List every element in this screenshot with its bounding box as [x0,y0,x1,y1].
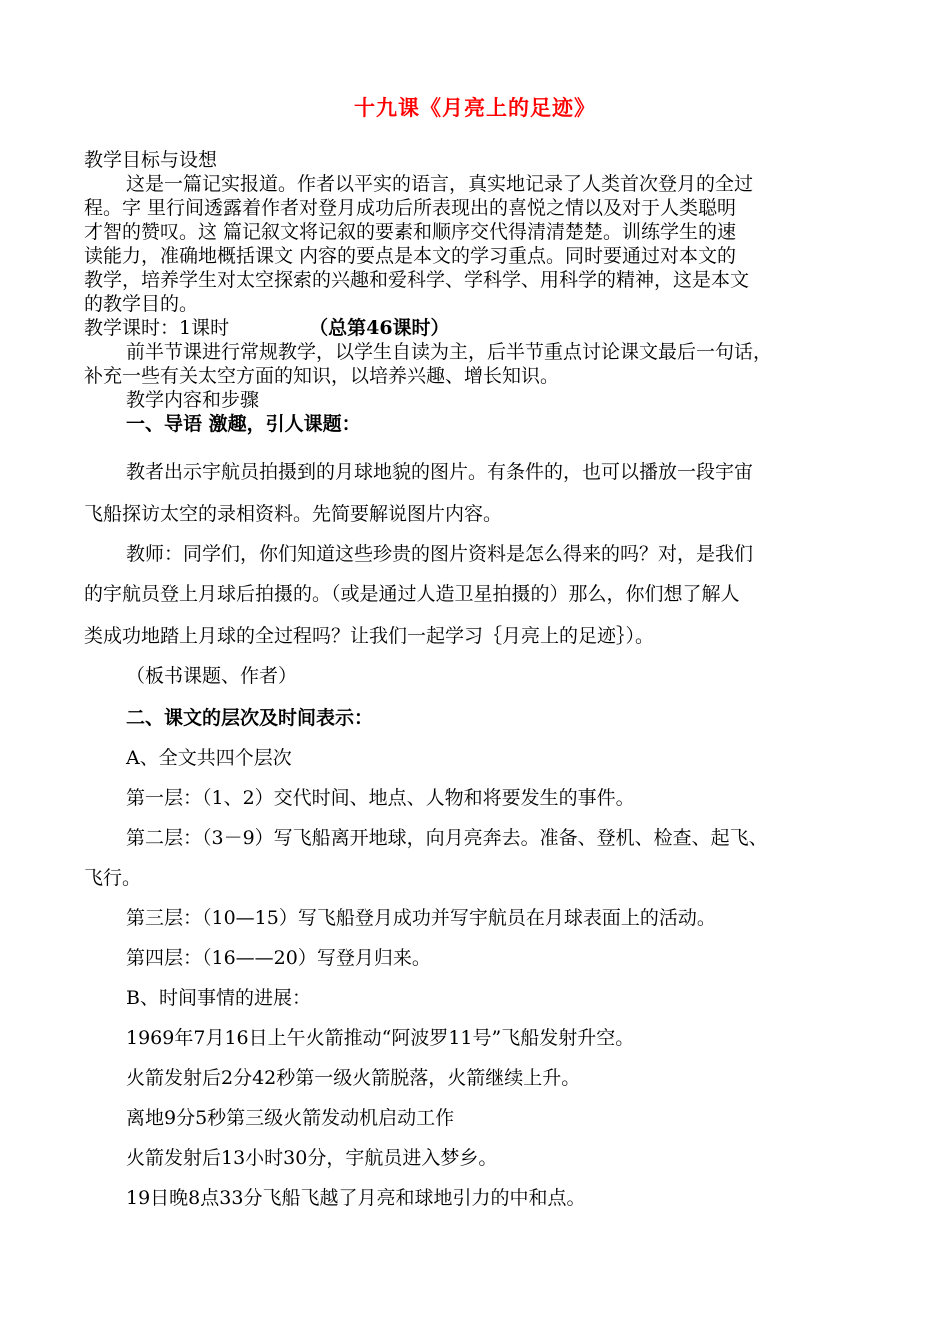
section2-heading: 二、课文的层次及时间表示： [126,707,374,729]
paragraph-line: 教师：同学们，你们知道这些珍贵的图片资料是怎么得来的吗？对，是我们 [126,543,754,565]
timeline-item: 19日晚8点33分飞船飞越了月亮和球地引力的中和点。 [126,1187,586,1209]
goals-line: 程。字 里行间透露着作者对登月成功后所表现出的喜悦之情以及对于人类聪明 [84,197,737,219]
goals-line: 教学，培养学生对太空探索的兴趣和爱科学、学科学、用科学的精神，这是本文 [84,269,750,291]
layer-3: 第三层：（10—15）写飞船登月成功并写宇航员在月球表面上的活动。 [126,907,716,929]
goals-section [84,148,884,436]
class-hours-label: 教学课时：1课时 [84,317,230,339]
timeline-item: 离地9分5秒第三级火箭发动机启动工作 [126,1107,455,1129]
timeline-item: 火箭发射后2分42秒第一级火箭脱落，火箭继续上升。 [126,1067,581,1089]
layer-1: 第一层：（1、2）交代时间、地点、人物和将要发生的事件。 [126,787,635,809]
goals-line: 才智的赞叹。这 篇记叙文将记叙的要素和顺序交代得清清楚楚。训练学生的速 [84,221,737,243]
class-hours-total: （总第46课时） [309,317,450,339]
layer-2: 第二层：（3－9）写飞船离开地球，向月亮奔去。准备、登机、检查、起飞、 [126,827,768,849]
paragraph-line: 的宇航员登上月球后拍摄的。（或是通过人造卫星拍摄的）那么，你们想了解人 [84,583,740,605]
section1-heading: 一、导语 激趣，引人课题： [126,413,361,435]
goals-line: 这是一篇记实报道。作者以平实的语言，真实地记录了人类首次登月的全过 [126,173,754,195]
paragraph-line: 类成功地踏上月球的全过程吗？让我们一起学习｛月亮上的足迹｝）。 [84,625,655,647]
goals-line: 读能力，准确地概括课文 内容的要点是本文的学习重点。同时要通过对本文的 [84,245,737,267]
layers-heading: A、全文共四个层次 [126,747,292,769]
plan-line: 补充一些有关太空方面的知识，以培养兴趣、增长知识。 [84,365,560,387]
layer-4: 第四层：（16——20）写登月归来。 [126,947,431,969]
layer-2-cont: 飞行。 [84,867,142,889]
paragraph-line: 教者出示宇航员拍摄到的月球地貌的图片。有条件的，也可以播放一段宇宙 [126,461,754,483]
class-hours-line [84,316,884,340]
steps-heading: 教学内容和步骤 [126,389,260,411]
timeline-item: 火箭发射后13小时30分，宇航员进入梦乡。 [126,1147,498,1169]
paragraph-line: 飞船探访太空的录相资料。先简要解说图片内容。 [84,503,503,525]
board-note: （板书课题、作者） [126,665,298,687]
goals-heading: 教学目标与设想 [84,149,218,171]
document-title: 十九课《月亮上的足迹》 [354,95,596,120]
goals-line: 的教学目的。 [84,293,199,315]
timeline-item: 1969年7月16日上午火箭推动“阿波罗11号”飞船发射升空。 [126,1027,635,1049]
plan-line: 前半节课进行常规教学，以学生自读为主，后半节重点讨论课文最后一句话， [126,341,773,363]
timeline-heading: B、时间事情的进展： [126,987,311,1009]
